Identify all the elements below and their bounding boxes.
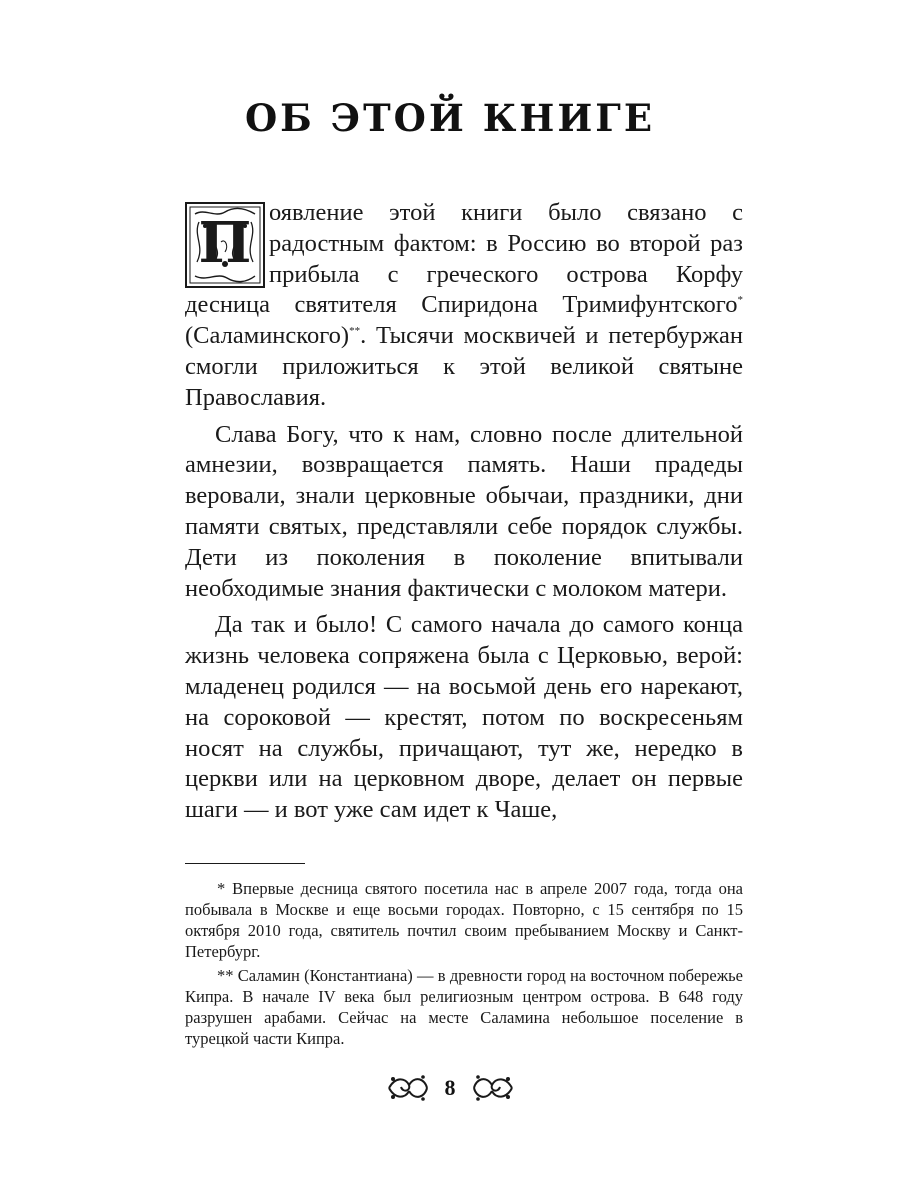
footnote-mark: ** — [349, 325, 361, 338]
main-text — [185, 198, 743, 832]
paragraph-3: Да так и было! С самого начала до самого конца жизнь человека сопряжена была с Церковью, верой: младенец родился — на восьмой день его нарекают, на сороковой — крестят, потом по воскресеньям носят на службы, причащают, тут же, нередко в церкви или на церковном дворе, делает он первые шаги — и вот уже сам идет к Чаше, — [185, 611, 743, 824]
drop-cap-ornament — [185, 202, 265, 288]
drop-cap-icon — [185, 202, 265, 288]
paragraph-1-text-2: (Саламинского) — [185, 322, 350, 350]
right-ornament-icon — [470, 1071, 516, 1105]
chapter-title: ОБ ЭТОЙ КНИГЕ — [244, 96, 656, 140]
paragraph-2: Слава Богу, что к нам, словно после длительной амнезии, возвращается память. Наши прадеды веровали, знали церковные обычаи, праздники, дни памяти святых, представляли себе порядок службы. Дети из поколения в поколение впитывали необходимые знания фактически с молоком матери. — [185, 420, 743, 602]
footnote-mark: * — [737, 294, 743, 307]
svg-text:П: П — [198, 210, 252, 276]
footnotes — [185, 878, 743, 1052]
page-number: 8 — [444, 1075, 456, 1100]
footnote-1: * Впервые десница святого посетила нас в апреле 2007 года, тогда она побывала в Москве и еще восьми городах. Повторно, с 15 сентября по 15 октября 2010 года, святитель почтил своим пребыванием Москву и Санкт-Петербург. — [185, 879, 743, 961]
paragraph-1 — [185, 198, 743, 414]
paragraph-1-text: оявление этой книги было связано с радостным фактом: в Россию во второй раз прибыла с греческого острова Корфу десница святителя Спиридона Тримифунтского — [185, 199, 743, 319]
footnote-divider — [185, 863, 305, 864]
page-footer — [0, 1068, 900, 1108]
paragraph-1-text-3: . Тысячи москвичей и петербуржан смогли приложиться к этой великой святыне Православия. — [185, 322, 743, 411]
left-ornament-icon — [385, 1071, 431, 1105]
footnote-2: ** Саламин (Константиана) — в древности город на восточном побережье Кипра. В начале IV века был религиозным центром острова. В 648 году разрушен арабами. Сейчас на месте Саламина небольшое поселение в турецкой части Кипра. — [185, 966, 743, 1048]
